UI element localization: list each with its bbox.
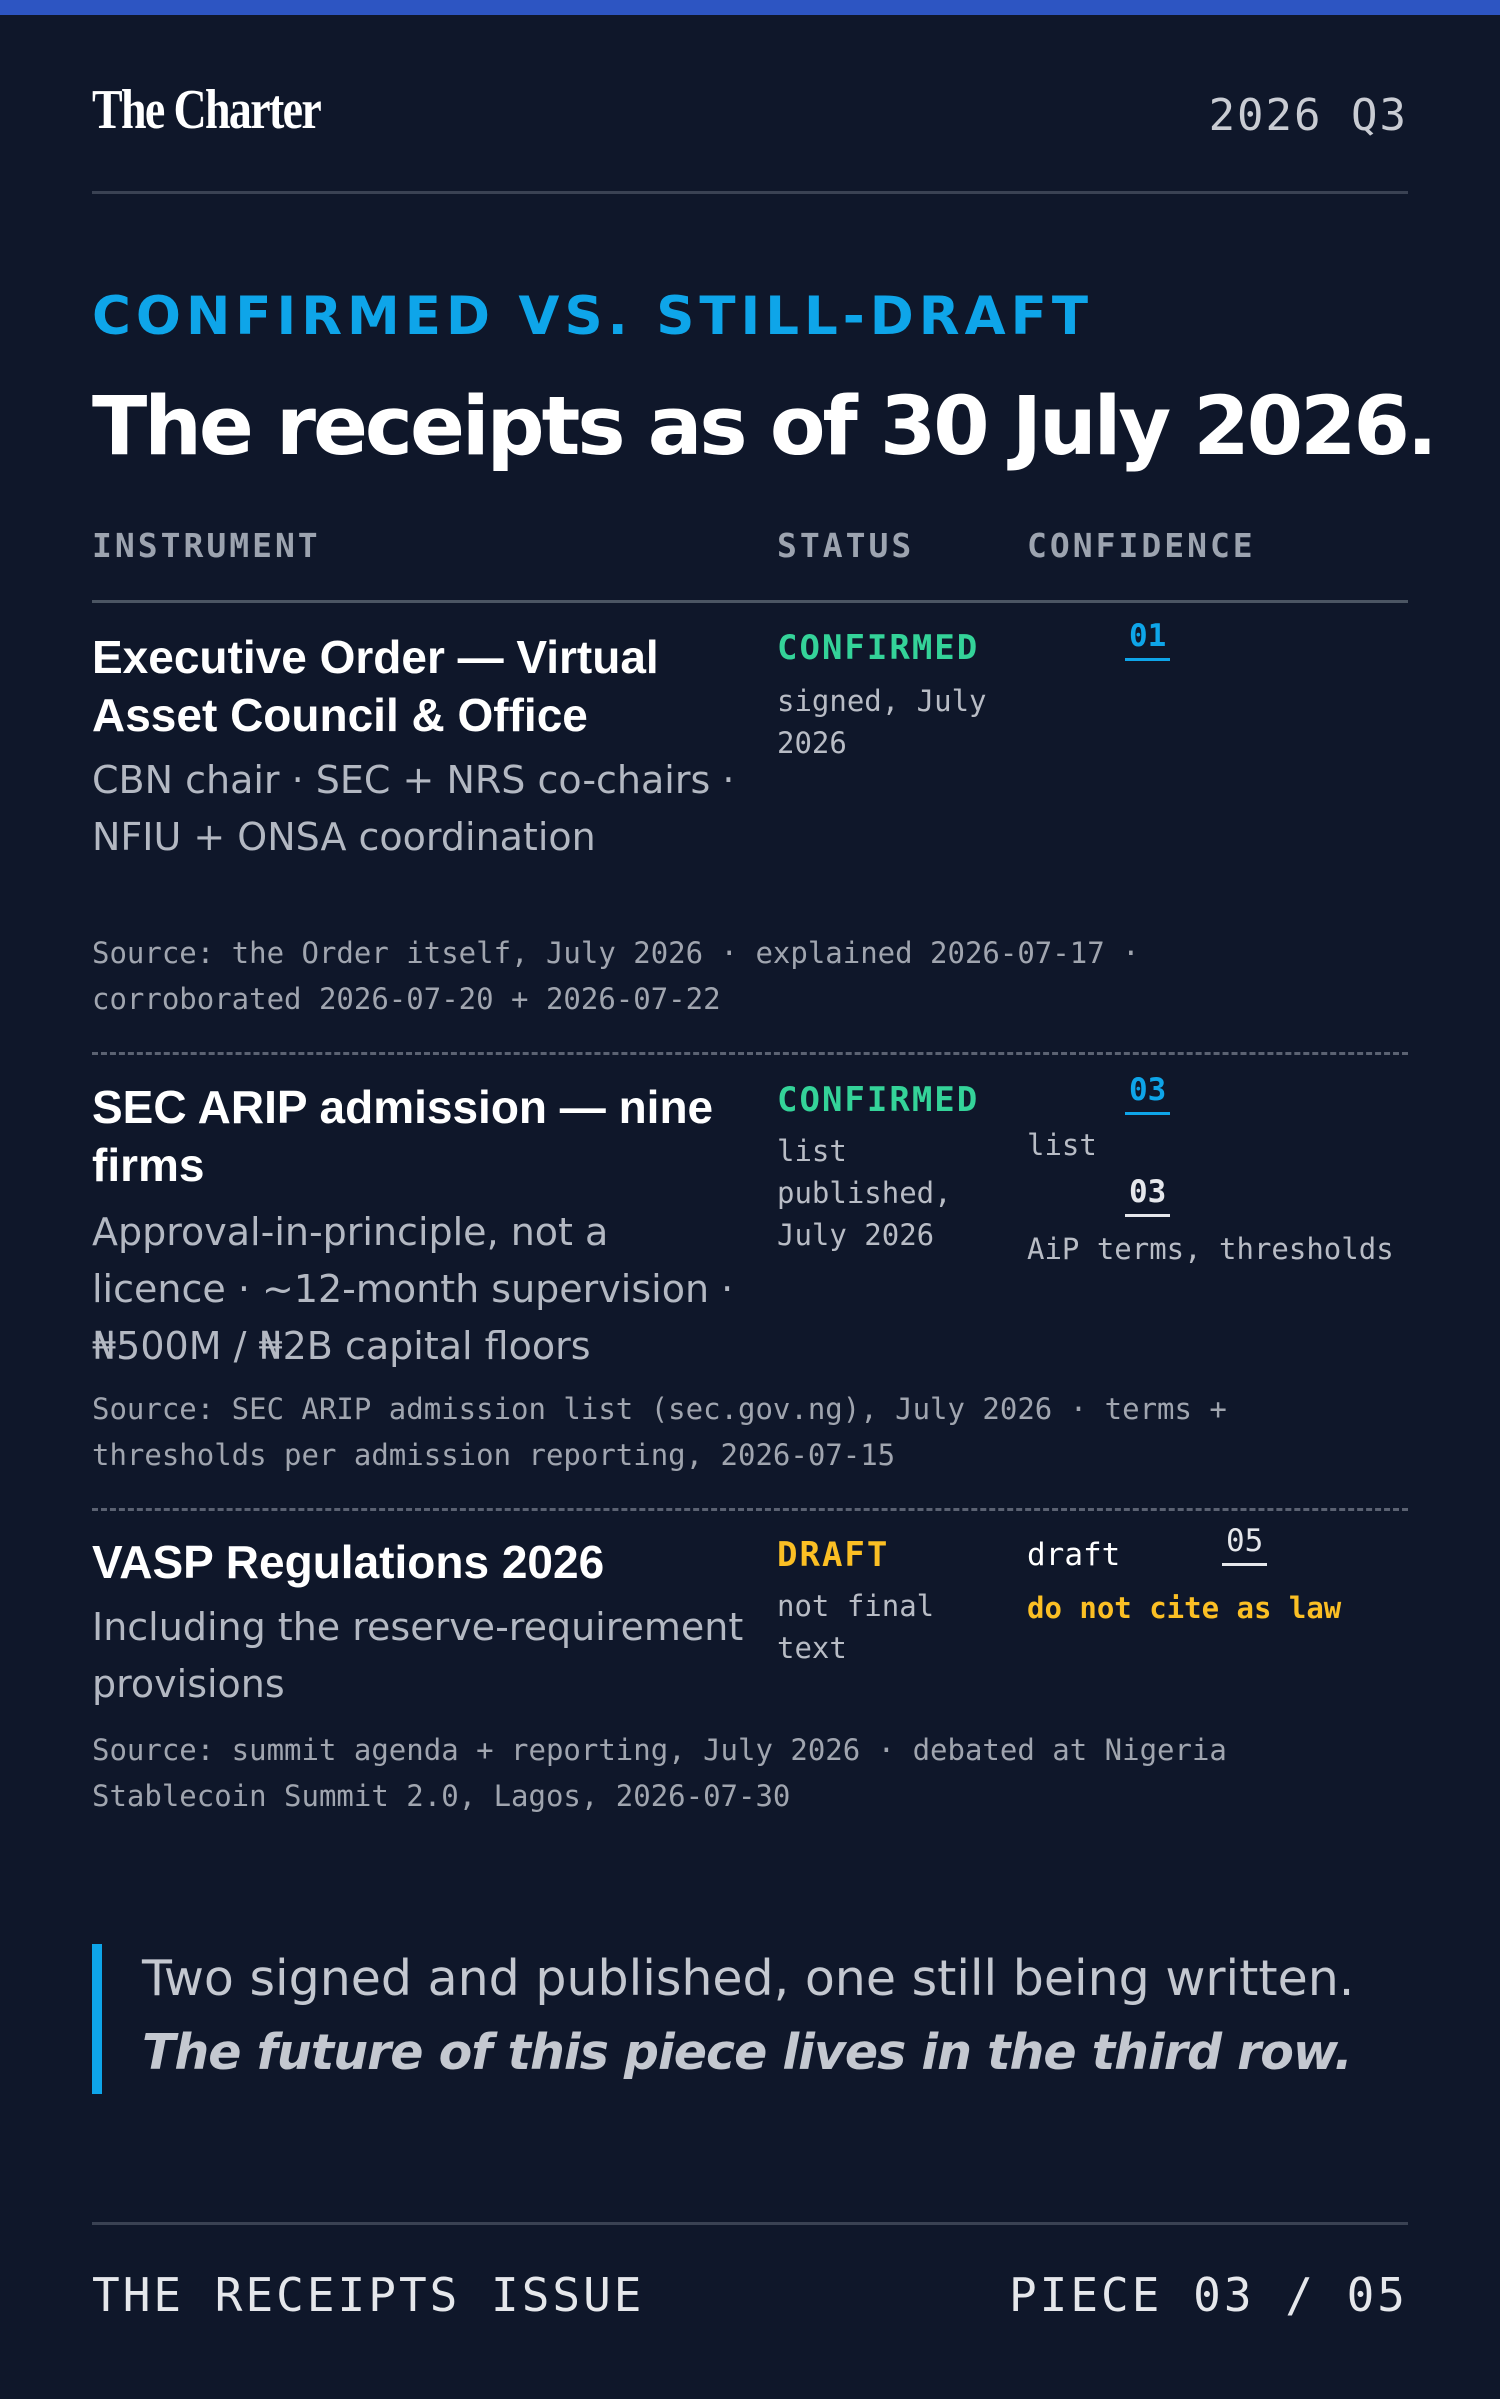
row-divider bbox=[92, 1508, 1408, 1511]
status-badge: CONFIRMED bbox=[777, 628, 980, 668]
column-header-confidence: CONFIDENCE bbox=[1027, 526, 1256, 565]
column-header-instrument: INSTRUMENT bbox=[92, 526, 321, 565]
section-kicker: CONFIRMED VS. STILL-DRAFT bbox=[92, 286, 1093, 347]
row-divider bbox=[92, 1052, 1408, 1055]
pull-quote bbox=[92, 1944, 1408, 2094]
confidence-footnote-link[interactable]: 05 bbox=[1222, 1523, 1267, 1566]
instrument-title: Executive Order — Virtual Asset Council & Office bbox=[92, 631, 659, 741]
source-note: Source: SEC ARIP admission list (sec.gov.ng), July 2026 · terms + thresholds per admission reporting, 2026-07-15 bbox=[92, 1392, 1227, 1472]
pull-quote-bar bbox=[92, 1944, 102, 2094]
confidence-warning: do not cite as law bbox=[1027, 1591, 1342, 1625]
pull-quote-text: Two signed and published, one still being written. bbox=[142, 1950, 1355, 2007]
status-badge: CONFIRMED bbox=[777, 1080, 980, 1120]
instrument-description: CBN chair · SEC + NRS co-chairs · NFIU + ONSA coordination bbox=[92, 758, 735, 859]
status-note: list published, July 2026 bbox=[777, 1134, 952, 1252]
confidence-note: AiP terms, thresholds bbox=[1027, 1232, 1394, 1266]
publication-logo[interactable]: The Charter bbox=[92, 79, 321, 141]
source-note: Source: the Order itself, July 2026 · explained 2026-07-17 · corroborated 2026-07-20 + 2026-07-22 bbox=[92, 936, 1140, 1016]
status-note: not final text bbox=[777, 1589, 935, 1665]
issue-date: 2026 Q3 bbox=[1208, 90, 1408, 141]
confidence-label: draft bbox=[1027, 1537, 1121, 1573]
instrument-description: Approval-in-principle, not a licence · ~12-month supervision · ₦500M / ₦2B capital floors bbox=[92, 1210, 734, 1368]
table-header-divider bbox=[92, 600, 1408, 603]
footer-piece-counter: PIECE 03 / 05 bbox=[1008, 2268, 1408, 2322]
status-badge: DRAFT bbox=[777, 1535, 890, 1575]
instrument-title: VASP Regulations 2026 bbox=[92, 1536, 605, 1588]
status-note: signed, July 2026 bbox=[777, 684, 987, 760]
top-accent-bar bbox=[0, 0, 1500, 15]
confidence-note: list bbox=[1027, 1128, 1097, 1162]
page-title: The receipts as of 30 July 2026. bbox=[92, 380, 1435, 474]
confidence-footnote-link[interactable]: 01 bbox=[1125, 618, 1170, 661]
confidence-footnote-link[interactable]: 03 bbox=[1125, 1174, 1170, 1217]
instrument-description: Including the reserve-requirement provisions bbox=[92, 1605, 744, 1706]
confidence-footnote-link[interactable]: 03 bbox=[1125, 1072, 1170, 1115]
masthead-divider bbox=[92, 191, 1408, 194]
footer-issue-name: THE RECEIPTS ISSUE bbox=[92, 2268, 645, 2322]
column-header-status: STATUS bbox=[777, 526, 915, 565]
pull-quote-emphasis: The future of this piece lives in the third row. bbox=[142, 2024, 1352, 2081]
footer-divider bbox=[92, 2222, 1408, 2225]
instrument-title: SEC ARIP admission — nine firms bbox=[92, 1081, 714, 1191]
source-note: Source: summit agenda + reporting, July 2026 · debated at Nigeria Stablecoin Summit 2.0, Lagos, 2026-07-30 bbox=[92, 1733, 1227, 1813]
masthead bbox=[92, 78, 1408, 141]
